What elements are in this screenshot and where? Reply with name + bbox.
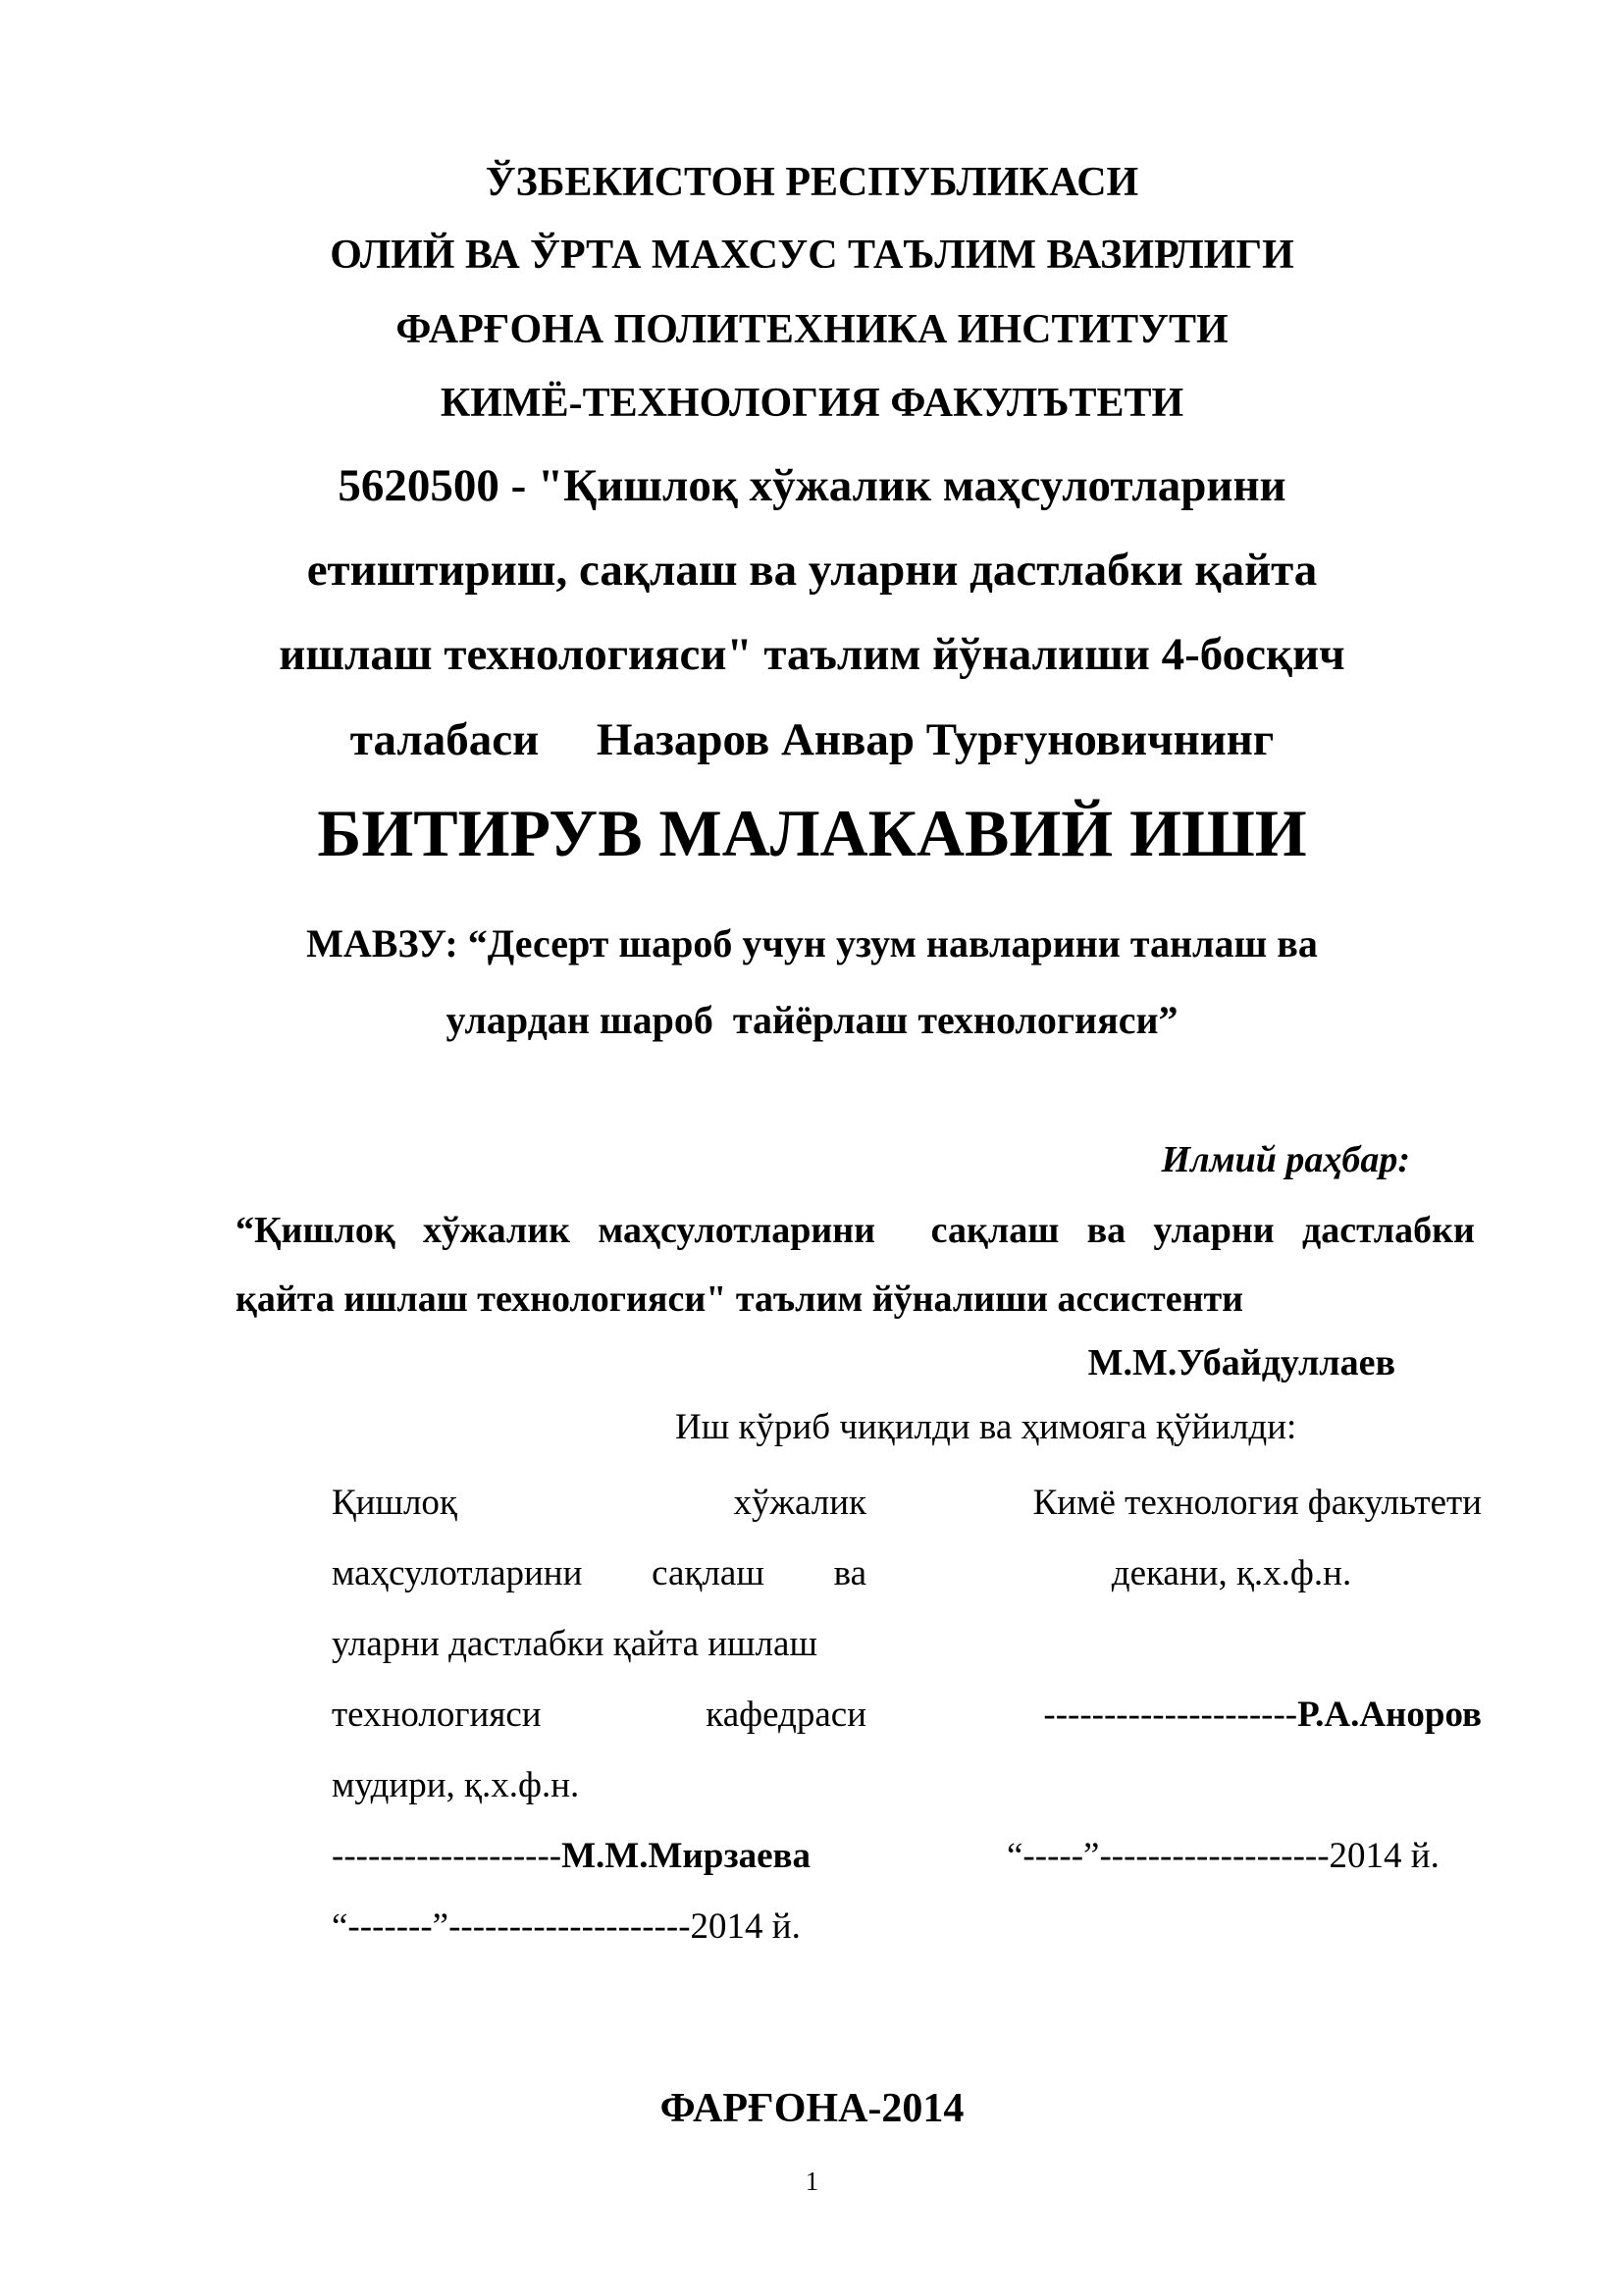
supervisor-department-line-1 [236, 1209, 1475, 1252]
dean-signature-line [981, 1694, 1482, 1737]
head-of-department-block [332, 1482, 866, 1976]
left-word: технологияси [332, 1695, 542, 1735]
left-row-5: мудири, қ.х.ф.н. [332, 1765, 580, 1805]
signature-dashes: --------------------- [1043, 1695, 1298, 1735]
left-row-1 [332, 1482, 866, 1552]
supervisor-role: Илмий раҳбар: [1161, 1139, 1410, 1180]
republic-heading: ЎЗБЕКИСТОН РЕСПУБЛИКАСИ [485, 160, 1139, 205]
page-number: 1 [805, 2166, 819, 2196]
theme-line-2: улардан шароб тайёрлаш технологияси” [445, 998, 1179, 1042]
left-row-4 [332, 1694, 866, 1764]
faculty-heading: КИМЁ-ТЕХНОЛОГИЯ ФАКУЛЪТЕТИ [440, 381, 1184, 426]
signature-dashes: ------------------- [332, 1836, 562, 1876]
dept-word: “Қишлоқ [236, 1210, 395, 1251]
approval-statement: Иш кўриб чиқилди ва ҳимояга қўйилди: [675, 1407, 1297, 1447]
left-row-2 [332, 1552, 866, 1623]
left-word: Қишлоқ [332, 1483, 457, 1523]
institute-heading: ФАРҒОНА ПОЛИТЕХНИКА ИНСТИТУТИ [395, 307, 1229, 352]
dept-word: хўжалик [423, 1210, 571, 1251]
dept-word: ва [1086, 1210, 1126, 1251]
program-line-2: етиштириш, сақлаш ва уларни дастлабки қайта [306, 545, 1318, 596]
left-word: маҳсулотларини [332, 1553, 583, 1593]
dean-name: Р.А.Аноров [1297, 1695, 1482, 1735]
dept-word: маҳсулотларини [598, 1210, 876, 1251]
head-of-department-name: М.М.Мирзаева [561, 1836, 811, 1876]
document-title: БИТИРУВ МАЛАКАВИЙ ИШИ [317, 796, 1307, 870]
program-line-1: 5620500 - "Қишлоқ хўжалик маҳсулотларини [338, 460, 1286, 511]
theme-line-1: МАВЗУ: “Десерт шароб учун узум навларини танлаш ва [306, 921, 1318, 965]
left-row-3: уларни дастлабки қайта ишлаш [332, 1624, 817, 1664]
supervisor-name: М.М.Убайдуллаев [1087, 1342, 1395, 1383]
program-line-3: ишлаш технологияси" таълим йўналиши 4-босқич [279, 629, 1345, 680]
left-word: кафедраси [706, 1695, 866, 1735]
dept-word: сақлаш [930, 1210, 1060, 1251]
supervisor-department-line-2: қайта ишлаш технологияси" таълим йўналиши ассистенти [236, 1278, 1244, 1320]
left-word: ва [833, 1553, 866, 1593]
dean-title-line-1: Кимё технология факультети [1032, 1483, 1482, 1523]
left-signature-line [332, 1835, 866, 1905]
dept-word: уларни [1153, 1210, 1275, 1251]
student-line: талабаси Назаров Анвар Турғуновичнинг [349, 714, 1275, 765]
left-word: хўжалик [733, 1483, 866, 1523]
dept-word: дастлабки [1302, 1210, 1475, 1251]
city-year: ФАРҒОНА-2014 [659, 2086, 965, 2131]
left-word: сақлаш [652, 1553, 764, 1593]
dean-title-line-2: декани, қ.х.ф.н. [1111, 1553, 1352, 1593]
left-date-line: “-------”--------------------2014 й. [332, 1906, 801, 1947]
dean-date-line: “-----”-------------------2014 й. [1007, 1836, 1440, 1876]
ministry-heading: ОЛИЙ ВА ЎРТА МАХСУС ТАЪЛИМ ВАЗИРЛИГИ [330, 233, 1294, 278]
